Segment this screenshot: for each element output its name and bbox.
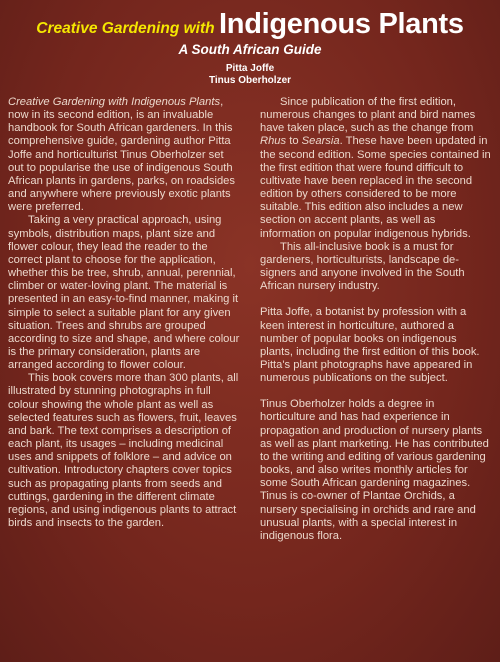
paragraph: Pitta Joffe, a botanist by profession with a keen interest in horticulture, authored a number of popular books on indigenous plants, including the first edition of this book. Pitta's plant photographs have appeared in numerous publications on the subject. (260, 306, 480, 385)
paragraph: Tinus Oberholzer holds a degree in horticulture and has had experience in propagation and production of nursery plants as well as plant marketing. He has contributed to the writing and editing of various gardening books, and also writes monthly articles for some South African gardening magazines. Tinus is co-owner of Plantae Orchids, a nursery specialising in orchids and rare and unusual plants, with a special interest in indigenous flora. (260, 398, 489, 542)
title-main: Indigenous Plants (219, 8, 464, 40)
title-prefix: Creative Gardening with (36, 20, 215, 37)
paragraph: Creative Gardening with Indigenous Plants, now in its second edition, is an invaluable handbook for South African gardeners. In this comprehensive guide, gardening author Pitta Joffe and horticulturist Tinus Oberholzer set out to popularise the use of indigenous South African plants in gardens, parks, on roadsides and anywhere where previously exotic plants were preferred. (8, 96, 235, 214)
author-name: Pitta Joffe (225, 63, 275, 74)
book-title-italic: Creative Gardening with Indigenous Plants (8, 96, 221, 108)
right-column (260, 96, 492, 662)
blurb-columns (8, 96, 492, 662)
paragraph: This book covers more than 300 plants, all illustrated by stunning photographs in full colour showing the whole plant as well as selected features such as flowers, fruit, leaves and bark. The text comprises a description of each plant, its usages – including medicinal uses and snippets of folklore – and advice on cultivation. Introductory chapters cover topics such as propagating plants from seeds and cuttings, gardening in the different climate regions, and using indigenous plants to attract birds and insects to the garden. (8, 372, 239, 529)
author-list (8, 63, 492, 87)
book-title (8, 8, 492, 41)
book-subtitle: A South African Guide (178, 42, 322, 57)
paragraph: Taking a very practical approach, using symbols, distribution maps, plant size and flower colour, they lead the reader to the correct plant to choose for the application, whether this be tree, shrub, annual, perennial, climber or water-loving plant. The material is presented in an easy-to-find manner, making it simple to select a suitable plant for any given situation. Trees and shrubs are grouped according to size and shape, and where colour is the primary consideration, plants are arranged according to flower colour. (8, 214, 240, 372)
author-name: Tinus Oberholzer (208, 75, 292, 86)
paragraph: Since publication of the first edition, numerous changes to plant and bird names have taken place, such as the change from Rhus to Searsia. These have been updated in the second edition. Some species contained in the first edition that were found difficult to cultivate have been replaced in the second edition by others considered to be more suitable. This edition also includes a new section on accent plants, as well as information on popular indigenous hybrids. (260, 96, 491, 240)
paragraph: This all-inclusive book is a must for gardeners, horticulturists, landscape de-signers and anyone involved in the South African nursery industry. (260, 240, 465, 293)
left-column (8, 96, 240, 662)
